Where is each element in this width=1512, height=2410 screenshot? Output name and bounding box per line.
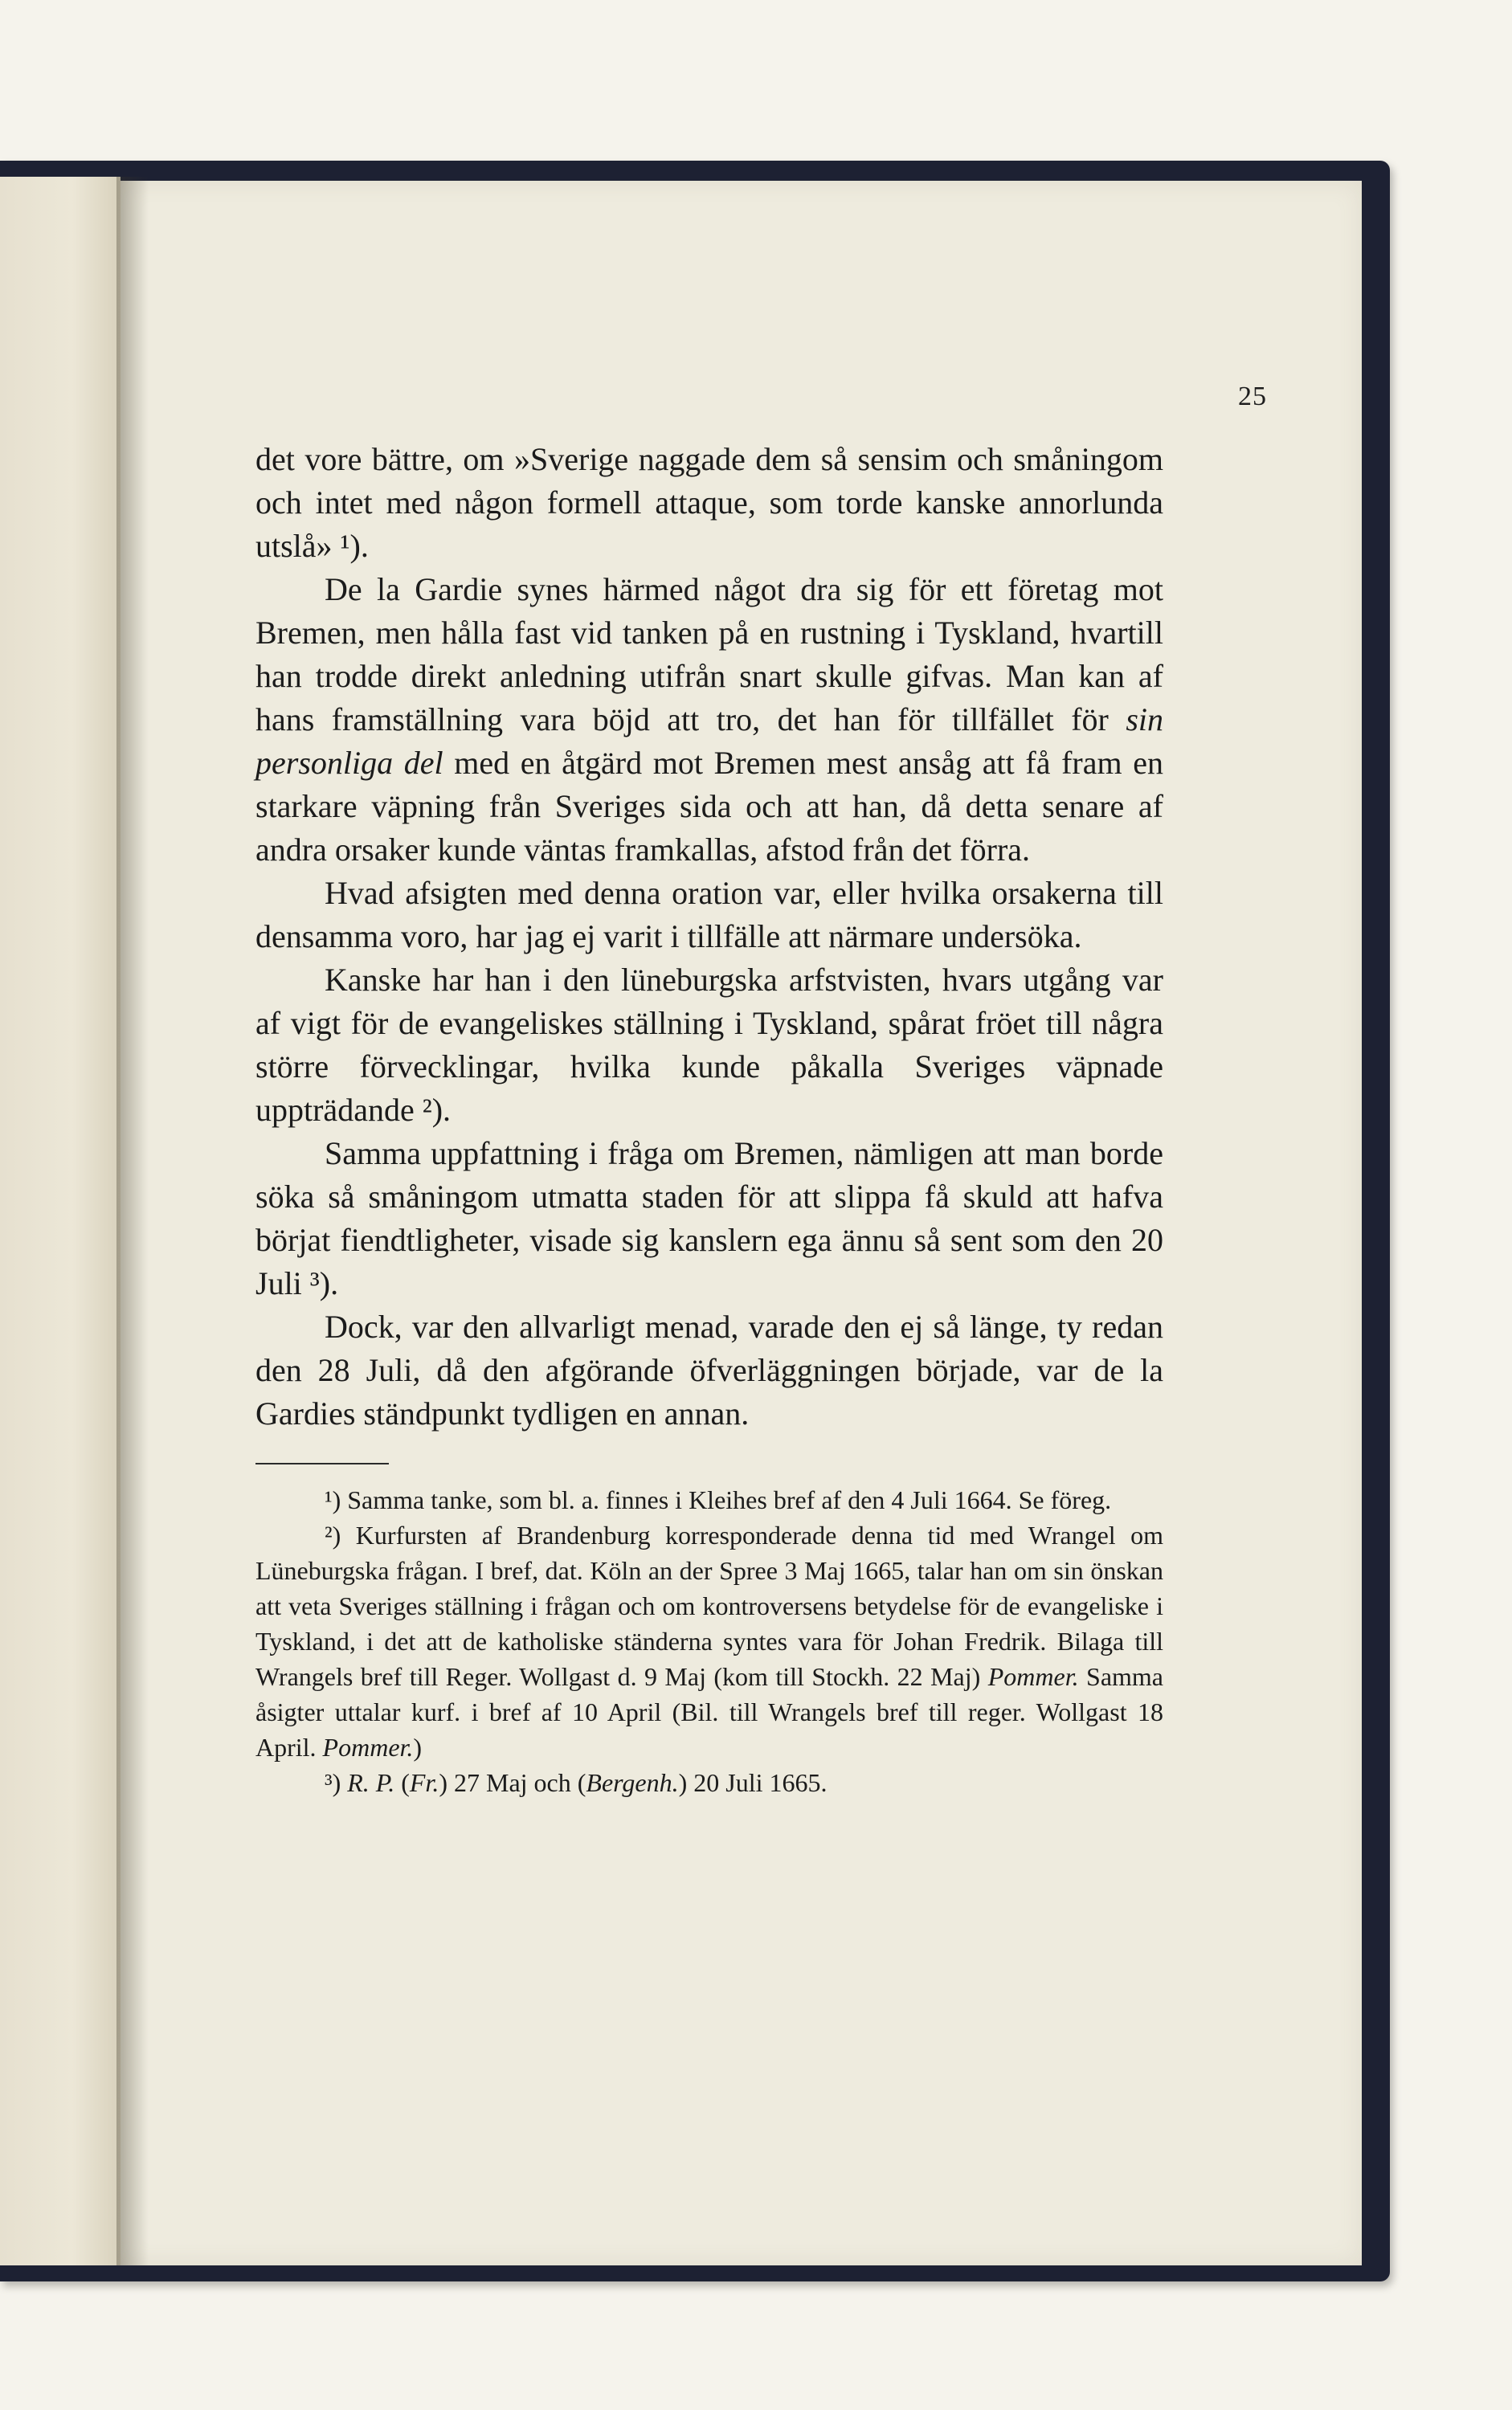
paragraph-1: det vore bättre, om »Sverige naggade dem så sensim och småningom och intet med någon formell attaque, som torde kanske annorlunda utslå» ¹). bbox=[255, 441, 1163, 564]
footnote-3-emphasis-2: Fr. bbox=[409, 1768, 439, 1797]
footnote-3-part-d: ) 20 Juli 1665. bbox=[678, 1768, 828, 1797]
footnote-2-emphasis-2: Pommer. bbox=[322, 1733, 414, 1762]
body-text bbox=[255, 438, 1163, 1800]
paragraph-3: Hvad afsigten med denna oration var, eller hvilka orsakerna till densamma voro, har jag ej varit i tillfälle att närmare undersöka. bbox=[255, 875, 1163, 954]
footnote-1: ¹) Samma tanke, som bl. a. finnes i Kleihes bref af den 4 Juli 1664. Se föreg. bbox=[325, 1485, 1112, 1514]
left-page-edge bbox=[0, 177, 121, 2265]
footnote-3-part-b: ( bbox=[394, 1768, 410, 1797]
paragraph-2-emphasis: sin personliga del bbox=[255, 701, 1163, 781]
footnote-3-part-a: ³) bbox=[325, 1768, 348, 1797]
footnote-2-emphasis-1: Pommer. bbox=[987, 1662, 1079, 1691]
paragraph-5: Samma uppfattning i fråga om Bremen, nämligen att man borde söka så småningom utmatta staden för att slippa få skuld att hafva börjat fiendtligheter, visade sig kanslern ega ännu så sent som den 20 Juli ³). bbox=[255, 1135, 1163, 1301]
paragraph-6: Dock, var den allvarligt menad, varade den ej så länge, ty redan den 28 Juli, då den afgörande öfverläggningen började, var de la Gardies ständpunkt tydligen en annan. bbox=[255, 1309, 1163, 1432]
spine-shadow bbox=[116, 177, 149, 2265]
footnote-3-emphasis-3: Bergenh. bbox=[586, 1768, 679, 1797]
footnote-3-part-c: ) 27 Maj och ( bbox=[439, 1768, 586, 1797]
paragraph-2 bbox=[255, 568, 1163, 872]
footnote-2-part-a: ²) Kurfursten af Brandenburg korresponderade denna tid med Wrangel om Lüneburgska frågan. I bref, dat. Köln an der Spree 3 Maj 1665, talar han om sin önskan att veta Sveriges ställning i frågan och om kontroversens betydelse för de evangeliske i Tyskland, i det att de katholiske ständerna syntes vara för Johan Fredrik. Bilaga till Wrangels bref till Reger. Wollgast d. 9 Maj (kom till Stockh. 22 Maj) bbox=[255, 1521, 1163, 1691]
footnote-2 bbox=[255, 1517, 1163, 1765]
paragraph-4: Kanske har han i den lüneburgska arfstvisten, hvars utgång var af vigt för de evangeliskes ställning i Tyskland, spårat fröet till några större förvecklingar, hvilka kunde påkalla Sveriges väpnade uppträdande ²). bbox=[255, 962, 1163, 1128]
footnote-2-part-c: ) bbox=[413, 1733, 423, 1762]
paragraph-2-part-b: med en åtgärd mot Bremen mest ansåg att få fram en starkare väpning från Sveriges sida och att han, då detta senare af andra orsaker kunde väntas framkallas, afstod från det förra. bbox=[255, 745, 1163, 868]
footnote-3 bbox=[255, 1765, 1163, 1800]
footnote-2-part-b: Samma åsigter uttalar kurf. i bref af 10 April (Bil. till Wrangels bref till reger. Wollgast 18 April. bbox=[255, 1662, 1164, 1762]
page-number: 25 bbox=[1238, 382, 1267, 411]
paragraph-2-part-a: De la Gardie synes härmed något dra sig för ett företag mot Bremen, men hålla fast vid tanken på en rustning i Tyskland, hvartill han trodde direkt anledning utifrån snart skulle gifvas. Man kan af hans framställning vara böjd att tro, det han för tillfället för bbox=[255, 571, 1163, 737]
footnote-3-emphasis-1: R. P. bbox=[347, 1768, 395, 1797]
footnote-rule bbox=[255, 1463, 389, 1464]
